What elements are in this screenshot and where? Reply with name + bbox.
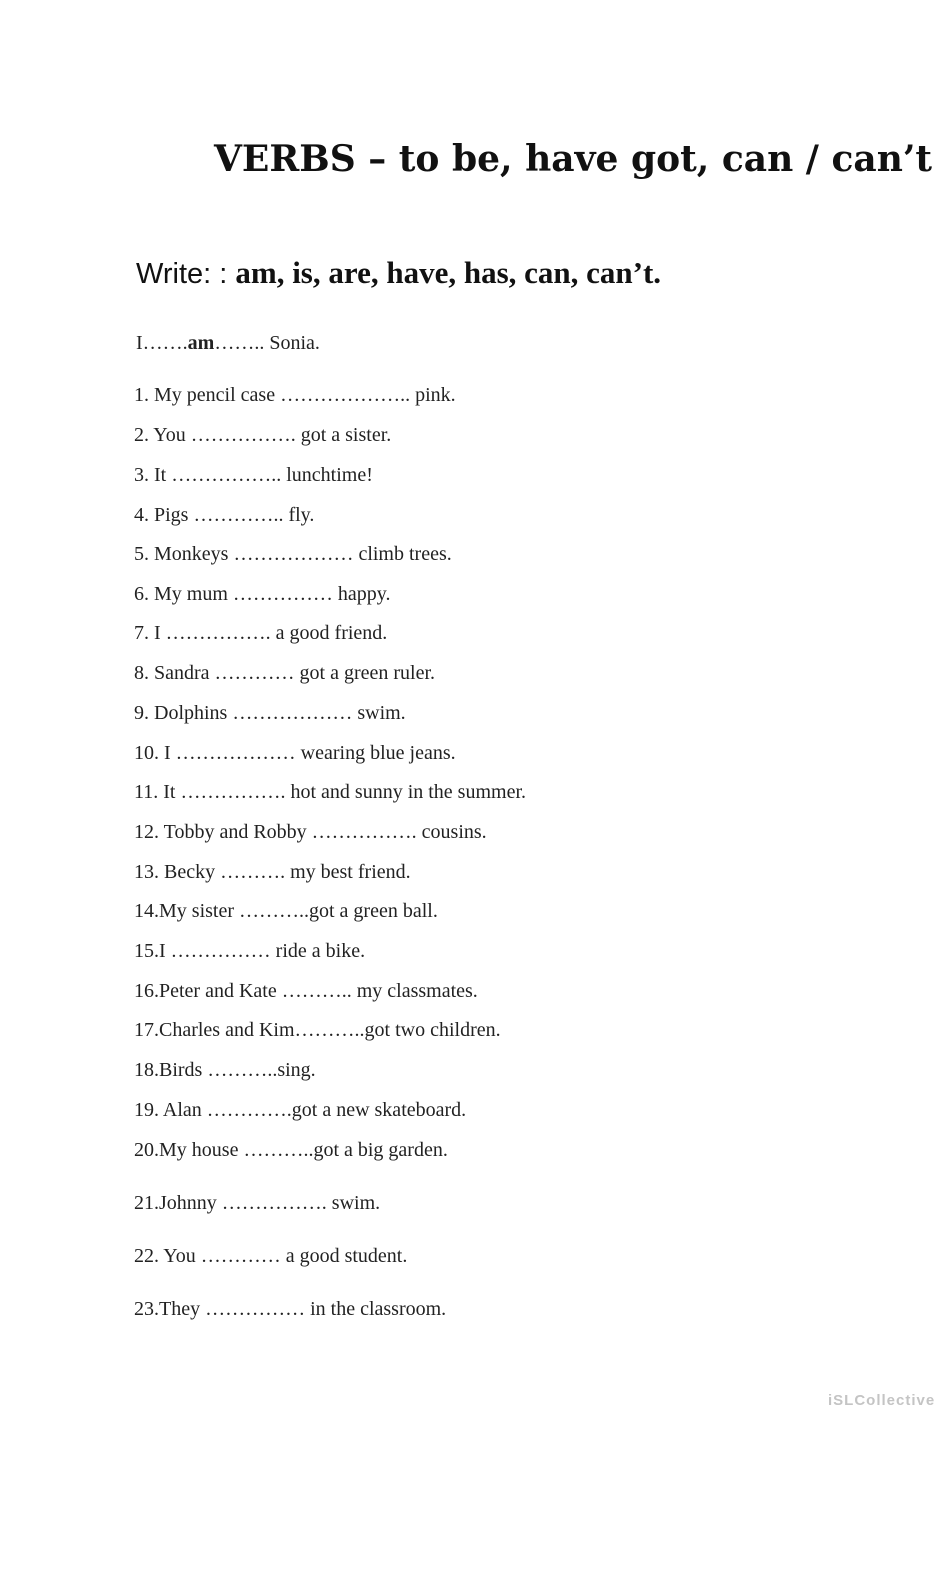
exercise-item: 6. My mum …………… happy. xyxy=(134,583,391,605)
instruction xyxy=(136,251,661,296)
exercise-item: 3. It …………….. lunchtime! xyxy=(134,464,373,486)
instruction-lead: Write: : xyxy=(136,258,236,290)
exercise-item: 14.My sister ………..got a green ball. xyxy=(134,900,438,922)
exercise-item: 5. Monkeys ……………… climb trees. xyxy=(134,543,452,565)
exercise-item: 9. Dolphins ……………… swim. xyxy=(134,702,406,724)
exercise-item: 19. Alan ………….got a new skateboard. xyxy=(134,1099,467,1121)
exercise-item: 20.My house ………..got a big garden. xyxy=(134,1139,448,1161)
exercise-item: 10. I ……………… wearing blue jeans. xyxy=(134,742,456,764)
exercise-item: 2. You ……………. got a sister. xyxy=(134,424,392,446)
worksheet-title: VERBS – to be, have got, can / can’t xyxy=(214,138,933,180)
example-before: I……. xyxy=(136,332,188,354)
exercise-item: 17.Charles and Kim………..got two children. xyxy=(134,1019,501,1041)
exercise-item: 16.Peter and Kate ……….. my classmates. xyxy=(134,980,478,1002)
example-sentence xyxy=(136,330,320,356)
example-answer: am xyxy=(187,332,215,354)
exercise-item: 4. Pigs ………….. fly. xyxy=(134,504,315,526)
exercise-item: 13. Becky ………. my best friend. xyxy=(134,861,411,883)
example-after: …….. Sonia. xyxy=(214,332,320,354)
exercise-item: 23.They …………… in the classroom. xyxy=(134,1298,447,1320)
instruction-word-list: am, is, are, have, has, can, can’t. xyxy=(235,255,662,290)
exercise-item: 18.Birds ………..sing. xyxy=(134,1059,316,1081)
exercise-item: 8. Sandra ………… got a green ruler. xyxy=(134,662,436,684)
exercise-item: 1. My pencil case ……………….. pink. xyxy=(134,384,456,406)
exercise-item: 7. I ……………. a good friend. xyxy=(134,622,388,644)
exercise-item: 11. It ……………. hot and sunny in the summer. xyxy=(134,781,527,803)
exercise-item: 21.Johnny ……………. swim. xyxy=(134,1192,381,1214)
exercise-item: 22. You ………… a good student. xyxy=(134,1245,408,1267)
exercise-item: 15.I …………… ride a bike. xyxy=(134,940,366,962)
watermark: iSLCollective xyxy=(828,1392,935,1409)
exercise-item: 12. Tobby and Robby ……………. cousins. xyxy=(134,821,487,843)
